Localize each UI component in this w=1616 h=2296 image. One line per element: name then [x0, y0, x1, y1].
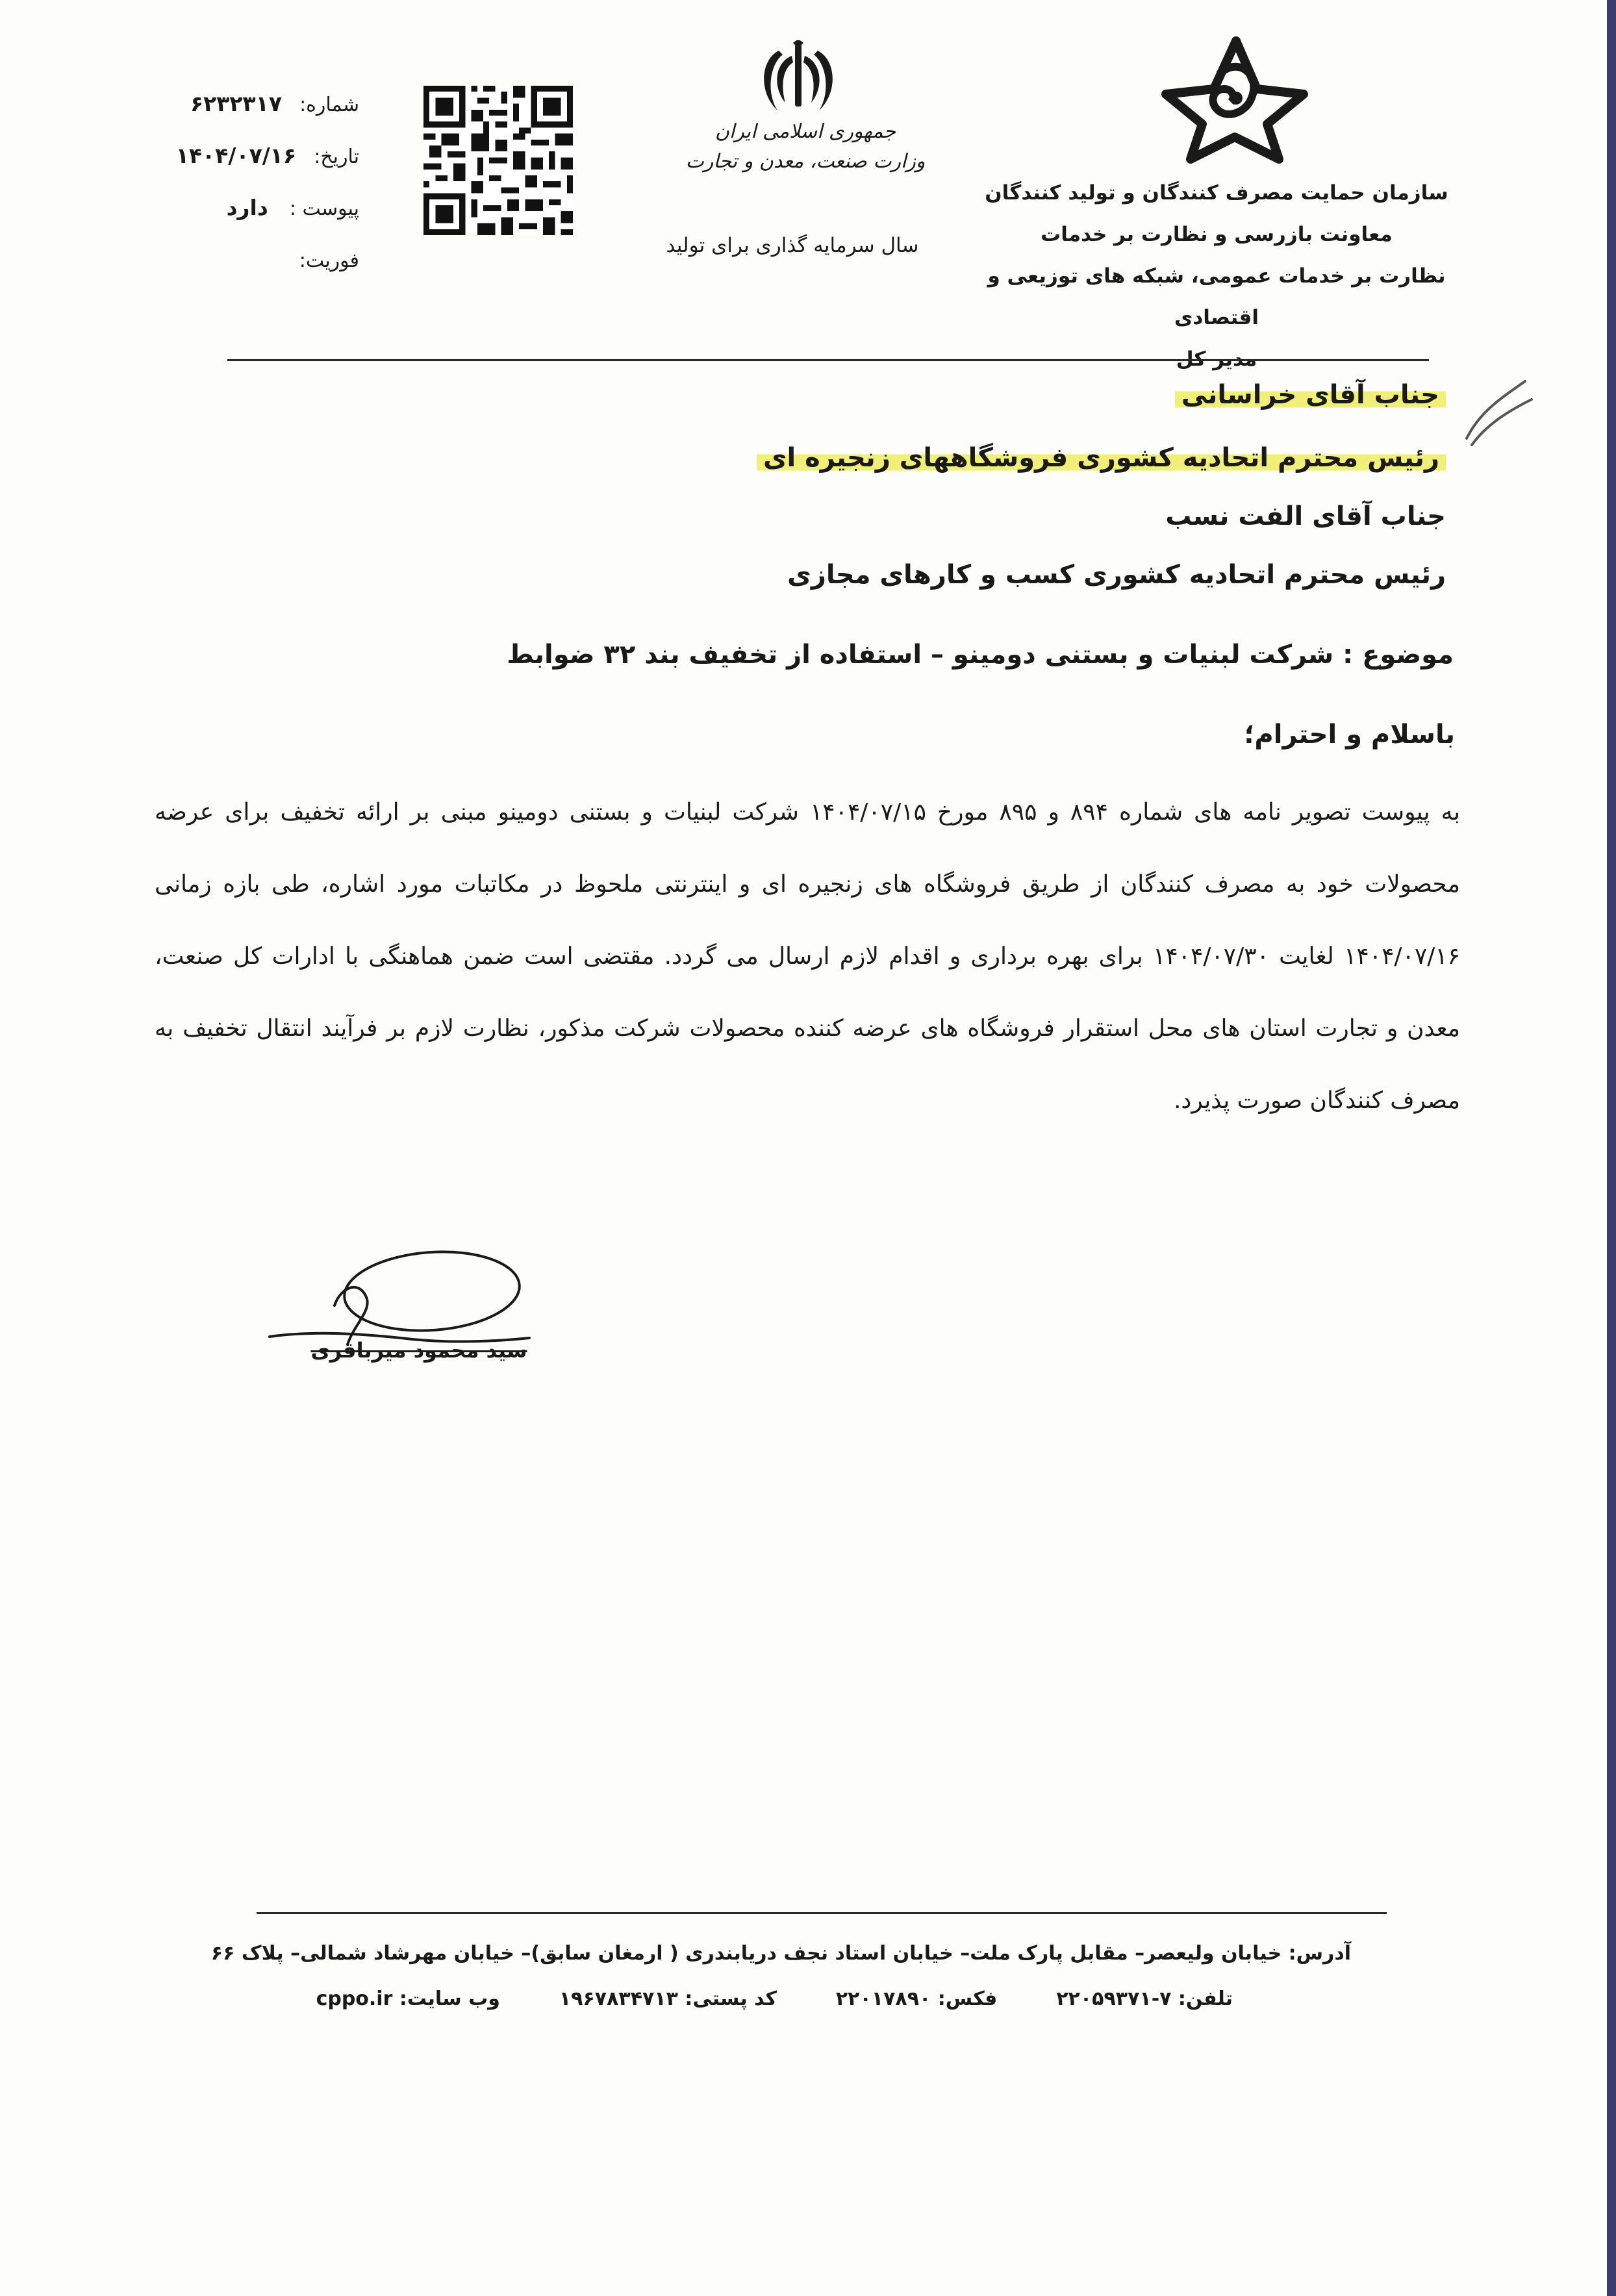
ministry-line-2: وزارت صنعت، معدن و تجارت	[685, 150, 926, 173]
meta-number-row	[138, 91, 359, 143]
year-slogan: سال سرمایه گذاری برای تولید	[666, 234, 919, 257]
footer-postal-code: کد پستی: ۱۹۶۷۸۳۴۷۱۳	[559, 1987, 777, 2010]
meta-number-value: ۶۲۳۲۳۱۷	[190, 91, 282, 116]
meta-date-value: ۱۴۰۴/۰۷/۱۶	[175, 143, 297, 168]
footer-fax: فکس: ۲۲۰۱۷۸۹۰	[835, 1987, 998, 2010]
org-line-2: معاونت بازرسی و نظارت بر خدمات	[1041, 223, 1393, 246]
recipient-1-title-highlight: رئیس محترم اتحادیه کشوری فروشگاههای زنجیره ای	[757, 443, 1446, 473]
ministry-block	[675, 117, 935, 177]
meta-urgency-row	[138, 247, 359, 299]
letter-body: به پیوست تصویر نامه های شماره ۸۹۴ و ۸۹۵ مورخ ۱۴۰۴/۰۷/۱۵ شرکت لبنیات و بستنی دومینو مبنی بر ارائه تخفیف برای عرضه محصولات خود به مصرف کنندگان از طریق فروشگاه های زنجیره ای و اینترنتی ملحوظ در مکاتبات مورد اشاره، طی بازه زمانی ۱۴۰۴/۰۷/۱۶ لغایت ۱۴۰۴/۰۷/۳۰ برای بهره برداری و اقدام لازم ارسال می گردد. مقتضی است ضمن هماهنگی با ادارات کل صنعت، معدن و تجارت استان های محل استقرار فروشگاه های عرضه کننده محصولات شرکت مذکور، نظارت لازم بر فرآیند انتقال تخفیف به مصرف کنندگان صورت پذیرد.	[155, 799, 1461, 1114]
iran-emblem-icon	[755, 40, 841, 117]
meta-attachment-value: دارد	[226, 195, 268, 220]
org-line-3: نظارت بر خدمات عمومی، شبکه های توزیعی و اقتصادی	[987, 264, 1446, 329]
meta-date-row	[138, 143, 359, 195]
org-line-1: سازمان حمایت مصرف کنندگان و تولید کنندگان	[985, 181, 1448, 205]
meta-date-label: تاریخ:	[314, 145, 359, 168]
letter-subject: موضوع : شرکت لبنیات و بستنی دومینو – استفاده از تخفیف بند ۳۲ ضوابط	[507, 640, 1454, 670]
letter-greeting: باسلام و احترام؛	[1244, 720, 1455, 750]
meta-attachment-label: پیوست :	[289, 197, 359, 220]
recipient-2-title: رئیس محترم اتحادیه کشوری کسب و کارهای مجازی	[787, 560, 1446, 590]
footer-website-link[interactable]: cppo.ir	[316, 1987, 393, 2010]
footer-phone: تلفن: ۷-۲۲۰۵۹۳۷۱	[1056, 1987, 1233, 2010]
recipient-1-title	[757, 443, 1446, 473]
recipient-2-name: جناب آقای الفت نسب	[1165, 501, 1446, 531]
org-line-4: مدیر کل	[1176, 347, 1257, 371]
ministry-line-1: جمهوری اسلامی ایران	[714, 120, 896, 143]
org-title-block	[950, 172, 1483, 380]
header-divider	[227, 359, 1429, 361]
footer-website-label: وب سایت:	[399, 1987, 500, 2010]
meta-number-label: شماره:	[299, 94, 359, 116]
meta-urgency-label: فوریت:	[299, 249, 359, 272]
recipient-1-name	[1175, 380, 1446, 410]
highlighter-mark-icon	[1460, 373, 1538, 451]
org-logo-icon	[1159, 29, 1309, 166]
footer-address: آدرس: خیابان ولیعصر– مقابل پارک ملت– خیابان استاد نجف دریابندری ( ارمغان سابق)– خیابان مهرشاد شمالی– پلاک ۶۶	[210, 1942, 1351, 1965]
qr-code	[423, 86, 573, 235]
recipient-1-highlight: جناب آقای خراسانی	[1175, 380, 1446, 410]
letter-meta	[138, 91, 359, 299]
meta-attachment-row	[138, 195, 359, 247]
footer-divider	[257, 1912, 1387, 1914]
footer-contacts	[316, 1987, 1233, 2010]
signer-name: سید محمود میرباقری	[310, 1338, 527, 1363]
